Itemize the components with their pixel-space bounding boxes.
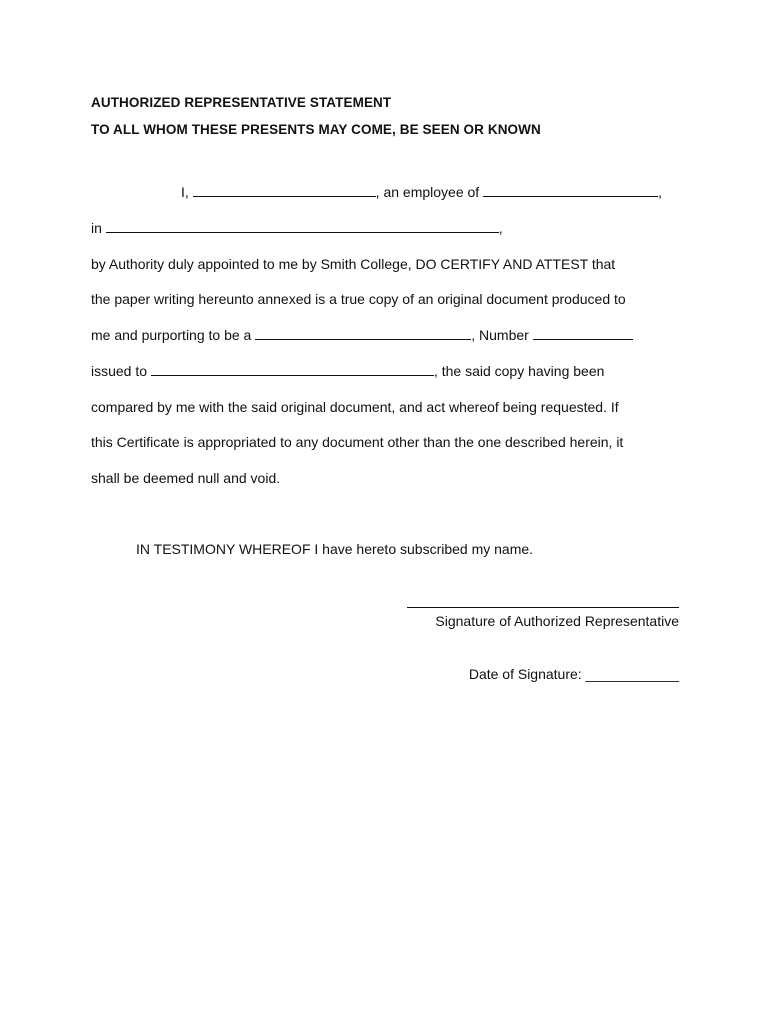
line1-end: ,	[658, 184, 662, 200]
signature-label: Signature of Authorized Representative	[435, 613, 679, 629]
statement-line-6	[91, 362, 604, 380]
statement-line-4: the paper writing hereunto annexed is a true copy of an original document produced to	[91, 291, 626, 307]
statement-line-9: shall be deemed null and void.	[91, 470, 281, 486]
line2-end: ,	[498, 220, 503, 236]
line1-prefix: I,	[181, 184, 189, 200]
document-title: AUTHORIZED REPRESENTATIVE STATEMENT	[91, 95, 392, 110]
line1-mid: , an employee of	[375, 184, 480, 200]
line5-prefix: me and purporting to be a	[91, 327, 252, 343]
statement-line-7: compared by me with the said original document, and act whereof being requested. If	[91, 399, 619, 415]
line6-end: , the said copy having been	[433, 363, 605, 379]
testimony-statement: IN TESTIMONY WHEREOF I have hereto subscribed my name.	[136, 541, 534, 557]
line2-prefix: in	[91, 220, 102, 236]
line5-mid: , Number	[471, 327, 529, 343]
statement-line-1	[181, 183, 662, 201]
employer-blank-field[interactable]	[483, 184, 658, 197]
location-blank-field[interactable]	[106, 220, 499, 233]
document-subtitle: TO ALL WHOM THESE PRESENTS MAY COME, BE SEEN OR KNOWN	[91, 122, 541, 137]
line6-prefix: issued to	[91, 363, 148, 379]
statement-line-3: by Authority duly appointed to me by Smith College, DO CERTIFY AND ATTEST that	[91, 256, 616, 272]
statement-line-5	[91, 326, 633, 344]
name-blank-field[interactable]	[193, 184, 376, 197]
issued-to-blank-field[interactable]	[151, 363, 434, 376]
statement-line-2	[91, 219, 503, 237]
date-of-signature-label: Date of Signature: ____________	[468, 666, 679, 682]
signature-line[interactable]	[407, 607, 679, 608]
document-number-blank-field[interactable]	[533, 327, 633, 340]
document-type-blank-field[interactable]	[255, 327, 471, 340]
statement-line-8: this Certificate is appropriated to any document other than the one described herein, it	[91, 434, 624, 450]
